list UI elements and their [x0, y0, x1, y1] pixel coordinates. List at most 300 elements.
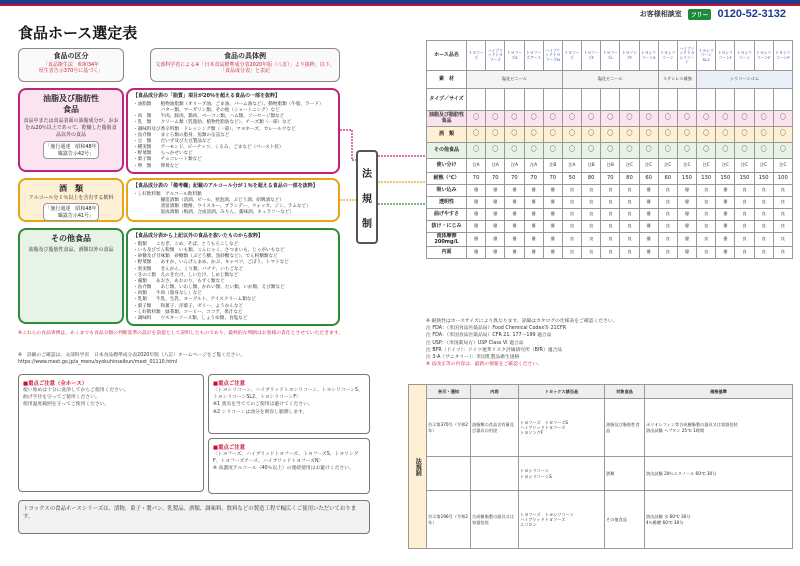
foods-fat-list: [133, 102, 333, 170]
usage-note: 注C: [773, 159, 792, 173]
regulation-cell-spec: ポリオレフィン等合成樹脂製の器具又は容器包装 溶出試験 ヘプタン 25℃ 1時間: [645, 399, 793, 457]
grade-cell: 良: [658, 209, 677, 221]
regulation-cell-products: トヨフーズ トヨフーズS ハイブリッドトヨフーズ トヨリングF: [519, 399, 605, 457]
row-label: 耐熱（℃）: [427, 173, 467, 185]
food-item: ・野菜類 らっかせいなど: [133, 151, 193, 157]
caution-line: 曲げ半径を守ってご使用ください。: [23, 395, 100, 401]
hose-name: トヨフーズS: [505, 41, 524, 71]
usage-note: 注A: [505, 159, 524, 173]
regulation-char-1: 法: [362, 168, 372, 180]
compatibility-mark: 〇: [582, 111, 601, 127]
compatibility-mark: 〇: [716, 111, 735, 127]
size-cell: [562, 89, 581, 111]
grade-cell: 良: [754, 233, 773, 247]
regulation-side-label: 法規制: [409, 385, 427, 549]
grade-cell: 優: [677, 209, 696, 221]
size-cell: [773, 89, 792, 111]
regulation-header: 対象食品: [605, 385, 645, 399]
grade-cell: 優: [524, 209, 543, 221]
category-other-desc: 油脂及び脂肪性食品、酒類以外の食品: [28, 247, 114, 253]
row-label: 素 材: [427, 71, 467, 89]
regulation-cell-spec: 溶出試験 水 60℃ 30分 4％酢酸 60℃ 30分: [645, 491, 793, 549]
size-cell: [716, 89, 735, 111]
foods-other: [126, 228, 340, 326]
foods-other-title: 【食品成分表から上記以外の食品を抜いたものから抜粋】: [133, 233, 264, 239]
compatibility-mark: 〇: [773, 127, 792, 143]
compatibility-mark: 〇: [620, 143, 639, 159]
compatibility-mark: 〇: [582, 127, 601, 143]
hose-name: トヨシリコーン: [658, 41, 677, 71]
grade-cell: 優: [467, 185, 486, 197]
grade-cell: 優: [543, 247, 562, 259]
foods-fat: [126, 88, 340, 174]
compatibility-mark: 〇: [620, 111, 639, 127]
size-cell: [639, 89, 658, 111]
examples-header-title: 食品の具体例: [224, 52, 266, 60]
food-item: ・菓子類 和菓子、洋菓子、ゼリー、ようかんなど: [133, 303, 244, 309]
compatibility-mark: 〇: [773, 111, 792, 127]
support-label: お客様相談室: [639, 10, 682, 18]
food-item: ・魚介類 まぐろ類の脂身、魚類の缶詰など: [133, 132, 230, 138]
compatibility-mark: 〇: [601, 127, 620, 143]
grade-cell: 優: [505, 233, 524, 247]
grade-cell: 優: [505, 209, 524, 221]
compatibility-mark: 〇: [754, 111, 773, 127]
size-cell: [620, 89, 639, 111]
compatibility-mark: 〇: [582, 143, 601, 159]
category-alcohol-desc: アルコール分１％以上を含有する飲料: [28, 195, 114, 201]
grade-cell: 優: [677, 197, 696, 209]
row-label: 使い分け: [427, 159, 467, 173]
compatibility-mark: 〇: [754, 127, 773, 143]
grade-cell: 優: [543, 209, 562, 221]
caution-box-foods: [208, 438, 370, 494]
category-header: [18, 48, 124, 82]
food-item: ・果実類 きんかん、くり類、バナナ、いちごなど: [133, 266, 244, 272]
rule-arrows: [378, 140, 430, 210]
heat-resistance: 70: [486, 173, 505, 185]
grade-cell: 良: [697, 233, 716, 247]
grade-cell: 優: [716, 197, 735, 209]
grade-cell: 良: [697, 209, 716, 221]
compatibility-mark: 〇: [562, 111, 581, 127]
grade-cell: 良: [773, 247, 792, 259]
category-alcohol: [18, 178, 124, 222]
row-label: 油脂及び脂肪性食品: [427, 111, 467, 127]
food-item: バター類、マーガリン類、その他（ショートニング）など: [133, 107, 280, 113]
compatibility-mark: 〇: [467, 111, 486, 127]
hose-name: トヨフーズF: [582, 41, 601, 71]
hose-name: トヨリングF: [620, 41, 639, 71]
size-cell: [735, 89, 754, 111]
grade-cell: 優: [467, 247, 486, 259]
usage-note: 注C: [735, 159, 754, 173]
hose-table-footnotes: [426, 318, 792, 368]
hose-selection-table: [426, 40, 792, 259]
hose-name: トヨフーズアース: [524, 41, 543, 71]
row-label: 抜け・にじみ: [427, 221, 467, 233]
grade-cell: 良: [620, 221, 639, 233]
grade-cell: 良: [601, 209, 620, 221]
heat-resistance: 70: [524, 173, 543, 185]
grade-cell: 優: [467, 197, 486, 209]
regulation-cell-content: 油脂類の食品含有量及び器具の用途: [471, 399, 519, 457]
compatibility-mark: 〇: [486, 127, 505, 143]
usage-note: 注C: [697, 159, 716, 173]
grade-cell: 良: [562, 221, 581, 233]
grade-cell: 良: [658, 197, 677, 209]
grade-cell: 良: [562, 233, 581, 247]
category-header-sub: 「食品衛生法 昭和34年 厚生省告示370号に基づく」: [38, 62, 104, 75]
grade-cell: 良: [582, 209, 601, 221]
grade-cell: 良: [562, 209, 581, 221]
caution-box-silicone: [208, 374, 370, 434]
regulation-cell-notice: 告示第370号（令和2年）: [427, 399, 471, 457]
row-label: 内面: [427, 247, 467, 259]
heat-resistance: 70: [543, 173, 562, 185]
compatibility-mark: 〇: [697, 143, 716, 159]
heat-resistance: 80: [620, 173, 639, 185]
grade-cell: 優: [716, 247, 735, 259]
size-cell: [486, 89, 505, 111]
grade-cell: 優: [524, 185, 543, 197]
hose-name: トヨフーズL: [601, 41, 620, 71]
grade-cell: 良: [735, 233, 754, 247]
grade-cell: 優: [716, 233, 735, 247]
hose-footnote: 注 FDA：（米国食品医薬品局）Food Chemical Codex等 21CFR: [426, 326, 567, 332]
grade-cell: 良: [658, 221, 677, 233]
grade-cell: 良: [620, 209, 639, 221]
usage-note: 注C: [658, 159, 677, 173]
row-label: 曲げやすさ: [427, 209, 467, 221]
grade-cell: 優: [639, 247, 658, 259]
row-label: 透明性: [427, 197, 467, 209]
regulation-header: 規格基準: [645, 385, 793, 399]
grade-cell: 優: [677, 221, 696, 233]
caution-line: ※2 シリコーンは油分を吸収し膨潤します。: [213, 409, 308, 415]
caution-box-all-title: ■重点ご注意（全ホース）: [23, 381, 88, 387]
grade-cell: 良: [658, 247, 677, 259]
compatibility-mark: 〇: [524, 111, 543, 127]
free-dial-badge: フリー: [688, 9, 712, 20]
compatibility-mark: 〇: [658, 111, 677, 127]
grade-cell: 優: [524, 247, 543, 259]
row-label: その他食品: [427, 143, 467, 159]
heat-resistance: 70: [467, 173, 486, 185]
regulation-header: 内容: [471, 385, 519, 399]
grade-cell: 良: [582, 247, 601, 259]
grade-cell: 良: [754, 247, 773, 259]
foods-fat-title: 【食品成分表の「脂質」項目が20％を超える食品の一部を抜粋】: [133, 93, 280, 99]
compatibility-mark: 〇: [639, 111, 658, 127]
heat-resistance: 50: [562, 173, 581, 185]
regulation-cell-products: トヨフーズ トヨシリコーン ハイブリッドトヨフーズ エコロン: [519, 491, 605, 549]
hose-footnote: 注 USP：（米国薬局方）USP Class VI 適合品: [426, 340, 524, 346]
heat-resistance: 150: [716, 173, 735, 185]
grade-cell: 良: [697, 221, 716, 233]
category-alcohol-law: 「施行通達 昭和48年 曝露告示41号」: [43, 203, 98, 221]
food-item: ・し好飲料類 アルコール飲料類: [133, 191, 202, 197]
grade-cell: 優: [543, 221, 562, 233]
heat-resistance: 80: [582, 173, 601, 185]
compatibility-mark: 〇: [677, 111, 696, 127]
hose-name: ハイブリッドトヨシリコーン: [677, 41, 696, 71]
size-cell: [677, 89, 696, 111]
examples-header: [150, 48, 340, 82]
size-cell: [754, 89, 773, 111]
usage-note: 注B: [543, 159, 562, 173]
compatibility-mark: 〇: [716, 143, 735, 159]
regulation-cell-target: その他食品: [605, 491, 645, 549]
compatibility-mark: 〇: [486, 111, 505, 127]
compatibility-mark: 〇: [505, 143, 524, 159]
grade-cell: 優: [639, 221, 658, 233]
grade-cell: 優: [486, 247, 505, 259]
grade-cell: 良: [773, 209, 792, 221]
hose-name: ハイブリッドトヨフーズ: [486, 41, 505, 71]
grade-cell: 良: [620, 233, 639, 247]
grade-cell: 優: [505, 221, 524, 233]
regulation-header: トヨックス該当品: [519, 385, 605, 399]
grade-cell: 良: [773, 221, 792, 233]
grade-cell: 優: [639, 185, 658, 197]
row-label: ホース品名: [427, 41, 467, 71]
compatibility-mark: 〇: [735, 127, 754, 143]
hose-name: トヨフーズ: [467, 41, 486, 71]
compatibility-mark: 〇: [773, 143, 792, 159]
grade-cell: 優: [677, 247, 696, 259]
regulation-table-body: [408, 384, 793, 549]
compatibility-mark: 〇: [562, 143, 581, 159]
regulation-char-3: 制: [362, 218, 372, 230]
support-contact: [640, 8, 786, 20]
grade-cell: 良: [773, 185, 792, 197]
regulation-label: [356, 150, 378, 244]
food-item: ・し好飲料類 緑茶類、コーヒー、ココア、果汁など: [133, 309, 243, 315]
caution-box-silicone-lines: [213, 387, 365, 416]
usage-note: 注A: [524, 159, 543, 173]
grade-cell: 良: [697, 197, 716, 209]
size-cell: [467, 89, 486, 111]
compatibility-mark: 〇: [543, 111, 562, 127]
grade-cell: 良: [601, 197, 620, 209]
category-header-title: 食品の区分: [53, 52, 89, 60]
usage-note: 注C: [754, 159, 773, 173]
grade-cell: 優: [524, 197, 543, 209]
compatibility-mark: 〇: [735, 143, 754, 159]
hose-name: トヨシリコーンSL2: [697, 41, 716, 71]
grade-cell: 良: [658, 233, 677, 247]
food-item: ・肉類 牛肉（脂身なし）など: [133, 291, 202, 297]
food-item: ・野菜類 あすか、いんげんまめ、かぶ、キャベツ、ごぼう、トマトなど: [133, 260, 289, 266]
compatibility-mark: 〇: [697, 127, 716, 143]
compatibility-mark: 〇: [524, 127, 543, 143]
examples-header-sub: 文部科学省による※「日本食品標準成分表2020年版（八訂）」より抜粋、以下、「食品成分表」と表記: [155, 62, 335, 75]
caution-line: 使用温度範囲を守ってご使用ください。: [23, 402, 110, 408]
food-item: ・肉 類 牛肉、豚肉、鶏肉、ベーコン類、ハム類、ソーセージ類など: [133, 114, 285, 120]
usage-note: 注A: [486, 159, 505, 173]
hose-footnote: 注 3-A（サニタリー）：米国乳製品衛生規格: [426, 354, 520, 360]
grade-cell: 良: [697, 185, 716, 197]
hose-footnote: ※ 耐熱性はホースサイズにより異なります。詳細はカタログの仕様表をご確認ください。: [426, 319, 618, 324]
bottom-message: [18, 500, 370, 534]
row-label: 吸い込み: [427, 185, 467, 197]
grade-cell: 良: [697, 247, 716, 259]
material-cell: シリコーンゴム: [697, 71, 793, 89]
material-cell: ステンレス補強: [658, 71, 696, 89]
compatibility-mark: 〇: [754, 143, 773, 159]
grade-cell: 良: [620, 247, 639, 259]
category-fat-name: 油脂及び脂肪性 食品: [43, 94, 99, 114]
grade-cell: 優: [467, 233, 486, 247]
bottom-message-text: トヨックスの食品ホースシリーズは、漬物、菓子・製パン、乳製品、酒類、調味料、飲料などの製造工程で幅広くご使用いただいております。: [23, 506, 357, 521]
hose-name: トヨシリコーンP: [773, 41, 792, 71]
regulation-table: [408, 384, 792, 549]
usage-note: 注C: [620, 159, 639, 173]
compatibility-mark: 〇: [677, 127, 696, 143]
food-item: 醸造酒類（清酒、ビール、発泡酒、ぶどう酒、紹興酒など）: [133, 197, 284, 203]
category-other-name: その他食品: [51, 234, 91, 243]
size-cell: [505, 89, 524, 111]
compatibility-mark: 〇: [735, 111, 754, 127]
size-cell: [582, 89, 601, 111]
food-item: ・油脂類 植物油脂類（オリーブ油、ごま油、パーム油など）、動物脂類（牛脂、ラード）: [133, 101, 324, 107]
material-cell: 塩化ビニール: [467, 71, 563, 89]
grade-cell: 良: [620, 197, 639, 209]
grade-cell: 良: [620, 185, 639, 197]
grade-cell: 優: [677, 233, 696, 247]
footnote-disclaimer: ※これらの食品事例は、あくまでも食品分類の判断基準の設計を前提として説明したものであり、最終的な判断はお客様の責任とさせていただきます。: [18, 331, 344, 336]
compatibility-mark: 〇: [601, 111, 620, 127]
grade-cell: 優: [543, 197, 562, 209]
grade-cell: 良: [754, 185, 773, 197]
usage-note: 注B: [582, 159, 601, 173]
heat-resistance: 60: [639, 173, 658, 185]
compatibility-mark: 〇: [562, 127, 581, 143]
grade-cell: 良: [601, 233, 620, 247]
compatibility-mark: 〇: [697, 111, 716, 127]
caution-line: 〈トヨシリコーン、ハイブリッドトヨシリコーン、トヨシリコーンS、トヨシリコーンSL2、トヨシリコーンF〉: [213, 388, 363, 401]
regulation-cell-content: [471, 457, 519, 491]
grade-cell: 良: [601, 221, 620, 233]
row-label: タイプ／サイズ: [427, 89, 467, 111]
food-item: ・穀類 こむぎ、こめ、そば、とうもろこしなど: [133, 241, 239, 247]
grade-cell: 優: [486, 209, 505, 221]
grade-cell: 優: [716, 221, 735, 233]
category-fat-desc: 食品中または食品表面の油脂成分が、おおむね20％以上であって、乾燥した脂肪食品以外の食品: [23, 118, 119, 138]
hose-name: トヨシリコーンS: [639, 41, 658, 71]
hose-name: トヨフーズ: [562, 41, 581, 71]
grade-cell: 良: [735, 209, 754, 221]
grade-cell: 良: [601, 185, 620, 197]
compatibility-mark: 〇: [658, 127, 677, 143]
material-cell: 塩化ビニール: [562, 71, 658, 89]
grade-cell: 良: [562, 247, 581, 259]
grade-cell: 優: [543, 233, 562, 247]
usage-note: 注A: [562, 159, 581, 173]
grade-cell: 良: [773, 233, 792, 247]
usage-note: 注C: [639, 159, 658, 173]
category-fat: [18, 88, 124, 172]
compatibility-mark: 〇: [620, 127, 639, 143]
hose-name: トヨシリコーンF: [716, 41, 735, 71]
grade-cell: 良: [773, 197, 792, 209]
caution-box-foods-lines: [213, 451, 365, 473]
compatibility-mark: 〇: [467, 143, 486, 159]
foods-alcohol-title: 【食品成分表の「備考欄」記載のアルコール分が１％を超える食品の一部を抜粋】: [133, 183, 318, 189]
hose-name: トヨシリコーンF: [754, 41, 773, 71]
caution-line: ※ 高濃度アルコール（40％以上）の連続使用はお避けください。: [213, 466, 354, 472]
hose-name: トヨシリコーン: [735, 41, 754, 71]
grade-cell: 優: [524, 233, 543, 247]
row-label: 流体摩擦 200mg/L: [427, 233, 467, 247]
food-item: ・いも及びでん粉類 いも類、こんにゃく、さつまいも、じゃがいもなど: [133, 247, 285, 253]
grade-cell: 良: [735, 197, 754, 209]
row-label: 酒 類: [427, 127, 467, 143]
grade-cell: 良: [754, 197, 773, 209]
hose-footnote: 注 BFR（ドイツ）：ドイツ連邦リスク評価研究所（BfR）適合品: [426, 347, 563, 353]
usage-note: 注C: [716, 159, 735, 173]
heat-resistance: 150: [677, 173, 696, 185]
food-item: 蒸留酒類（焼酎、ウイスキー、ブランデー、ウォッカ、ジン、ラムなど）: [133, 204, 311, 210]
heat-resistance: 130: [697, 173, 716, 185]
food-item: ・魚介類 あじ類、いわし類、かれい類、たい類、いか類、えび類など: [133, 285, 285, 291]
grade-cell: 優: [543, 185, 562, 197]
foods-alcohol-list: [133, 192, 333, 217]
grade-cell: 良: [562, 185, 581, 197]
grade-cell: 優: [639, 209, 658, 221]
grade-cell: 良: [582, 233, 601, 247]
compatibility-mark: 〇: [505, 111, 524, 127]
regulation-cell-products: トヨシリコーン トヨシリコーンS: [519, 457, 605, 491]
usage-note: 注C: [677, 159, 696, 173]
regulation-char-2: 規: [362, 193, 372, 205]
heat-resistance: 150: [754, 173, 773, 185]
compatibility-mark: 〇: [716, 127, 735, 143]
compatibility-mark: 〇: [486, 143, 505, 159]
hose-footnote: 注 FDA：（米国食品医薬品局）CFR 21. 177～199 適合品: [426, 333, 552, 339]
regulation-cell-notice: 告示第196号（令和2年）: [427, 491, 471, 549]
caution-line: ※1 蒸気を当ててのご使用は避けてください。: [213, 402, 313, 408]
heat-resistance: 70: [601, 173, 620, 185]
page-title: 食品ホース選定表: [18, 25, 138, 42]
grade-cell: 優: [677, 185, 696, 197]
food-item: ・乳 類 クリーム類（乳脂肪、植物性脂肪など）、チーズ類（一部）など: [133, 120, 292, 126]
compatibility-mark: 〇: [505, 127, 524, 143]
grade-cell: 良: [735, 247, 754, 259]
support-phone[interactable]: 0120-52-3132: [717, 8, 786, 20]
compatibility-mark: 〇: [677, 143, 696, 159]
grade-cell: 良: [735, 185, 754, 197]
compatibility-mark: 〇: [639, 143, 658, 159]
caution-box-foods-title: ■重点ご注意: [213, 445, 246, 451]
grade-cell: 優: [505, 185, 524, 197]
compatibility-mark: 〇: [658, 143, 677, 159]
food-item: ・菓子類 チョコレート類など: [133, 157, 202, 163]
grade-cell: 優: [486, 221, 505, 233]
grade-cell: 良: [754, 209, 773, 221]
grade-cell: 良: [735, 221, 754, 233]
food-item: ・きのこ類 えのきたけ、しいたけ、しめじ類など: [133, 272, 239, 278]
grade-cell: 優: [505, 197, 524, 209]
heat-resistance: 70: [505, 173, 524, 185]
heat-resistance: 150: [735, 173, 754, 185]
regulation-cell-target: 酒類: [605, 457, 645, 491]
caution-line: 使い始めは十分に洗浄してからご使用ください。: [23, 388, 129, 393]
food-item: ・藻類 あおさ、あおのり、もずく類など: [133, 278, 225, 284]
foods-other-list: [133, 242, 333, 322]
hose-name: ハイブリッドトヨフーズN: [543, 41, 562, 71]
